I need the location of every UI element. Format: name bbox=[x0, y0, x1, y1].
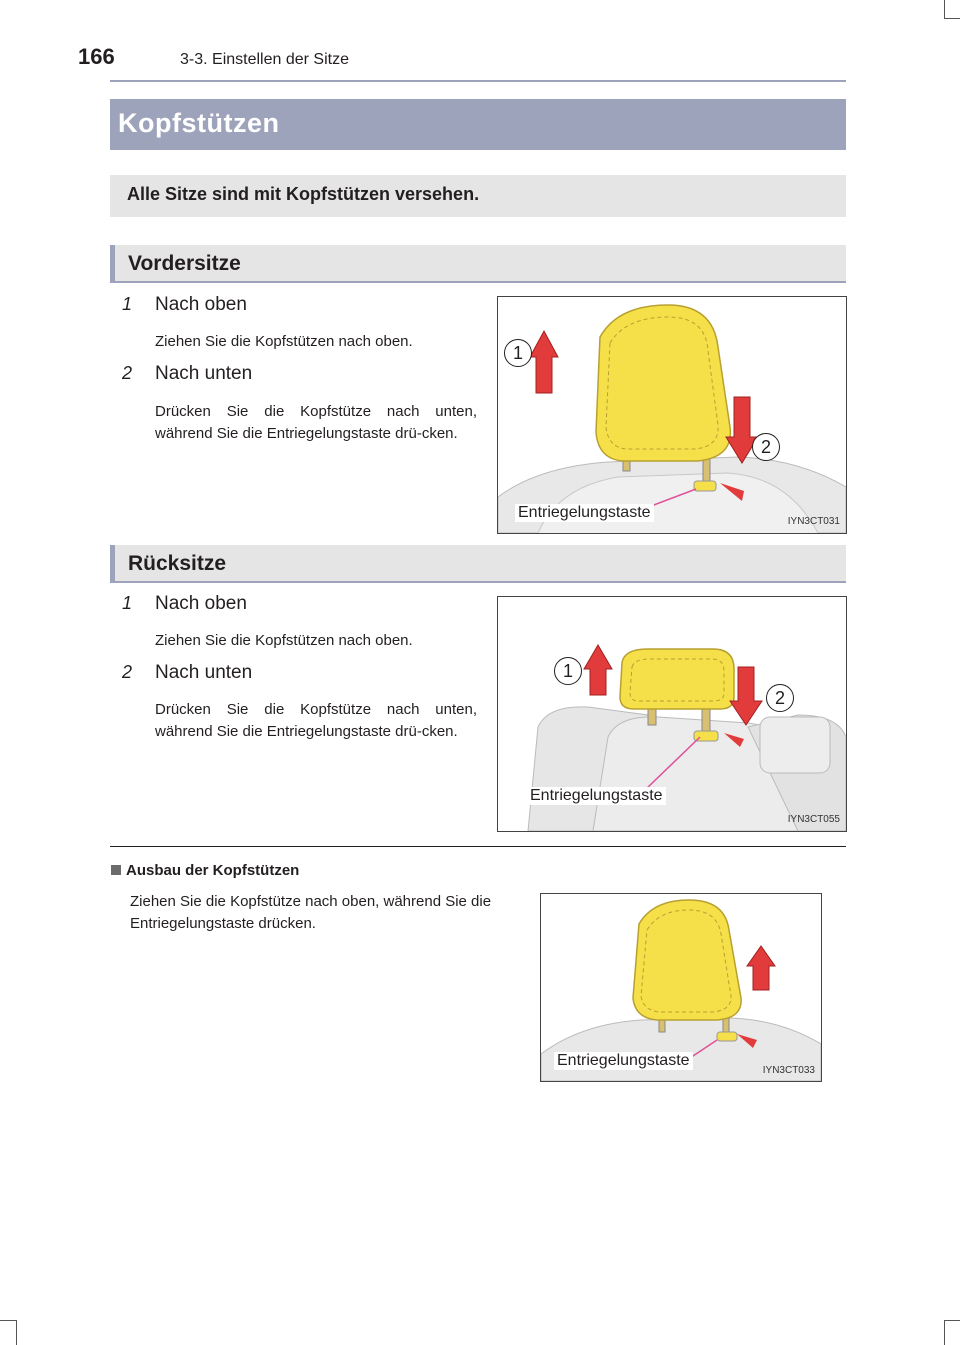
section-heading: Rücksitze bbox=[128, 552, 227, 575]
section-accent bbox=[110, 545, 115, 581]
chapter-title: 3-3. Einstellen der Sitze bbox=[180, 51, 349, 68]
subsection-heading-text: Ausbau der Kopfstützen bbox=[126, 862, 300, 879]
item-number: 1 bbox=[122, 294, 133, 314]
callout-number: 2 bbox=[752, 433, 780, 461]
subsection-heading bbox=[111, 862, 299, 879]
item-number: 2 bbox=[122, 363, 133, 383]
item-description: Ziehen Sie die Kopfstützen nach oben. bbox=[155, 632, 413, 649]
subsection-rule bbox=[110, 846, 846, 847]
removal-text: Ziehen Sie die Kopfstütze nach oben, während Sie die Entriegelungstaste drücken. bbox=[130, 893, 492, 932]
item-label: Nach oben bbox=[155, 294, 247, 315]
callout-number: 2 bbox=[766, 684, 794, 712]
item-label: Nach unten bbox=[155, 363, 253, 384]
figure-code: IYN3CT033 bbox=[762, 1065, 815, 1076]
callout-number: 1 bbox=[554, 657, 582, 685]
crop-mark bbox=[944, 1320, 960, 1321]
title-bar bbox=[110, 99, 846, 150]
item-description: Drücken Sie die Kopfstütze nach unten, während Sie die Entriegelungstaste drü-cken. bbox=[155, 701, 477, 740]
crop-mark bbox=[944, 1320, 945, 1345]
release-button-label: Entriegelungstaste bbox=[527, 787, 666, 805]
release-button-label: Entriegelungstaste bbox=[515, 504, 654, 522]
figure-rear-headrest bbox=[497, 596, 847, 832]
crop-mark bbox=[0, 1320, 16, 1321]
item-description: Ziehen Sie die Kopfstützen nach oben. bbox=[155, 333, 413, 350]
page-number: 166 bbox=[78, 44, 115, 69]
callout-number: 1 bbox=[504, 339, 532, 367]
crop-mark bbox=[16, 1320, 17, 1345]
intro-box bbox=[110, 175, 846, 217]
crop-mark bbox=[944, 18, 960, 19]
figure-code: IYN3CT031 bbox=[787, 516, 840, 527]
release-button-label: Entriegelungstaste bbox=[554, 1052, 693, 1070]
figure-code: IYN3CT055 bbox=[787, 814, 840, 825]
item-label: Nach unten bbox=[155, 662, 253, 683]
item-number: 2 bbox=[122, 662, 133, 682]
intro-text: Alle Sitze sind mit Kopfstützen versehen. bbox=[127, 184, 480, 204]
item-number: 1 bbox=[122, 593, 133, 613]
crop-mark bbox=[944, 0, 945, 18]
section-front-seats bbox=[110, 245, 846, 283]
figure-front-headrest bbox=[497, 296, 847, 534]
square-bullet-icon bbox=[111, 865, 121, 875]
section-accent bbox=[110, 245, 115, 281]
page-title: Kopfstützen bbox=[118, 108, 280, 138]
section-rear-seats bbox=[110, 545, 846, 583]
header-rule bbox=[110, 80, 846, 82]
item-description: Drücken Sie die Kopfstütze nach unten, während Sie die Entriegelungstaste drü-cken. bbox=[155, 403, 477, 442]
item-label: Nach oben bbox=[155, 593, 247, 614]
section-heading: Vordersitze bbox=[128, 252, 241, 275]
figure-removal bbox=[540, 893, 822, 1082]
